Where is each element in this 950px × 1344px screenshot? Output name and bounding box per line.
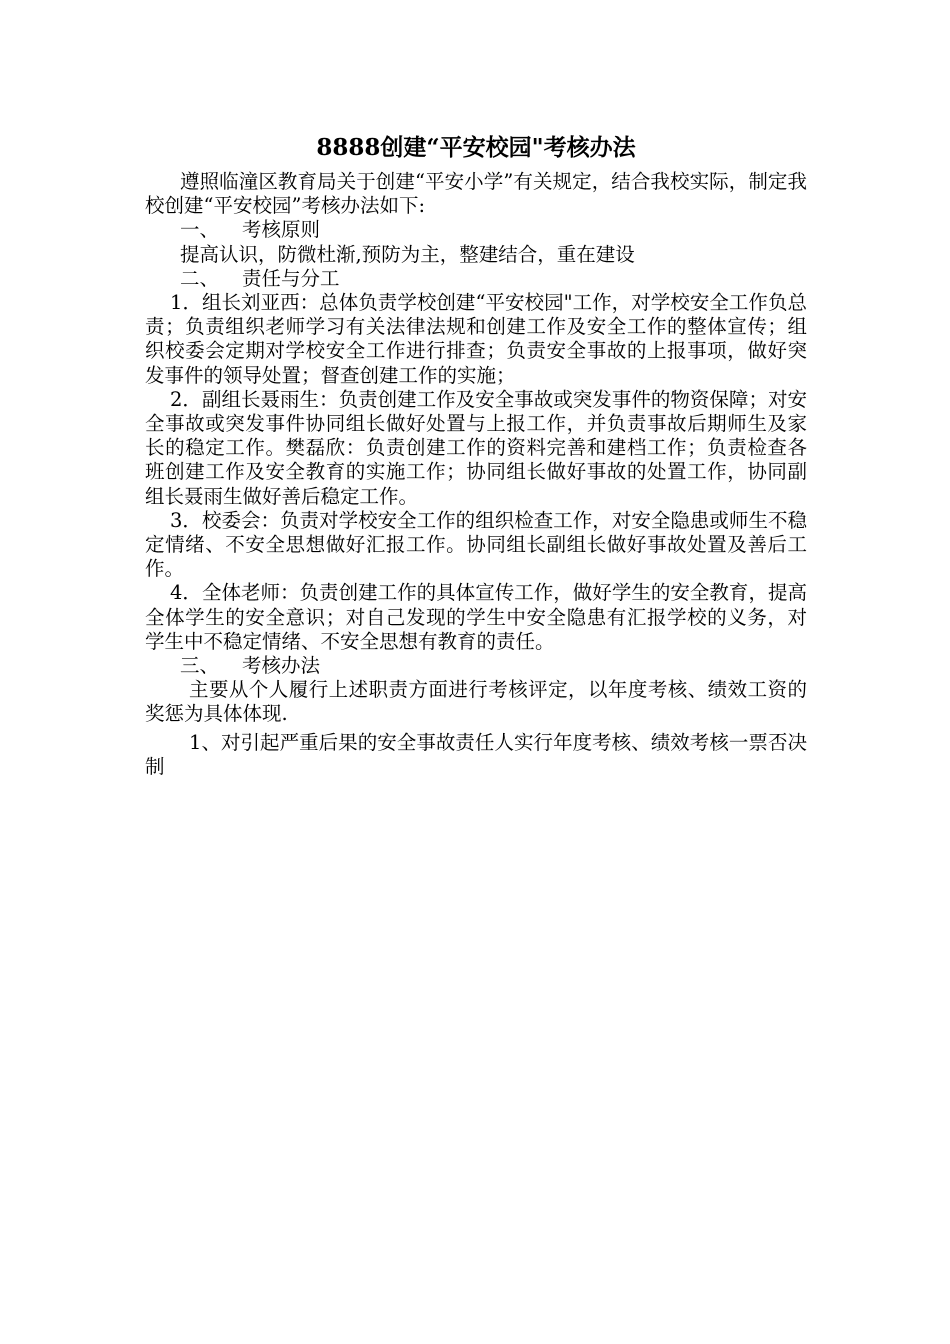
section-heading-2 [145,267,807,291]
duty-item-1: 1．组长刘亚西：总体负责学校创建“平安校园"工作，对学校安全工作负总责；负责组织老师学习有关法律法规和创建工作及安全工作的整体宣传；组织校委会定期对学校安全工作进行排查；负责安全事故的上报事项，做好突发事件的领导处置；督查创建工作的实施； [145,291,807,387]
section-title: 考核原则 [242,218,321,242]
section1-paragraph: 提高认识，防微杜渐,预防为主，整建结合，重在建设 [180,242,635,266]
section3-paragraph: 主要从个人履行上述职责方面进行考核评定，以年度考核、绩效工资的奖惩为具体体现. [145,678,807,726]
section-title: 考核办法 [242,654,321,678]
section3-item-1: 1、对引起严重后果的安全事故责任人实行年度考核、绩效考核一票否决制 [145,730,807,778]
duty-item-2: 2．副组长聂雨生：负责创建工作及安全事故或突发事件的物资保障；对安全事故或突发事件协同组长做好处置与上报工作，并负责事故后期师生及家长的稳定工作。樊磊欣：负责创建工作的资料完善和建档工作；负责检查各班创建工作及安全教育的实施工作；协同组长做好事故的处置工作，协同副组长聂雨生做好善后稳定工作。 [145,387,807,508]
document-page [145,130,807,779]
duty-item-3: 3．校委会：负责对学校安全工作的组织检查工作，对安全隐患或师生不稳定情绪、不安全思想做好汇报工作。协同组长副组长做好事故处置及善后工作。 [145,508,807,581]
section-title: 责任与分工 [242,266,340,290]
section-number: 二、 [180,266,220,290]
intro-paragraph: 遵照临潼区教育局关于创建“平安小学”有关规定，结合我校实际，制定我校创建“平安校园”考核办法如下: [145,170,807,218]
duty-item-4: 4．全体老师：负责创建工作的具体宣传工作，做好学生的安全教育，提高全体学生的安全意识；对自己发现的学生中安全隐患有汇报学校的义务，对学生中不稳定情绪、不安全思想有教育的责任。 [145,581,807,653]
section-number: 三、 [180,654,220,678]
document-title: 8888创建“平安校园"考核办法 [316,134,636,161]
section-number: 一、 [180,218,220,242]
section-heading-1 [145,218,807,242]
section-heading-3 [145,654,807,678]
